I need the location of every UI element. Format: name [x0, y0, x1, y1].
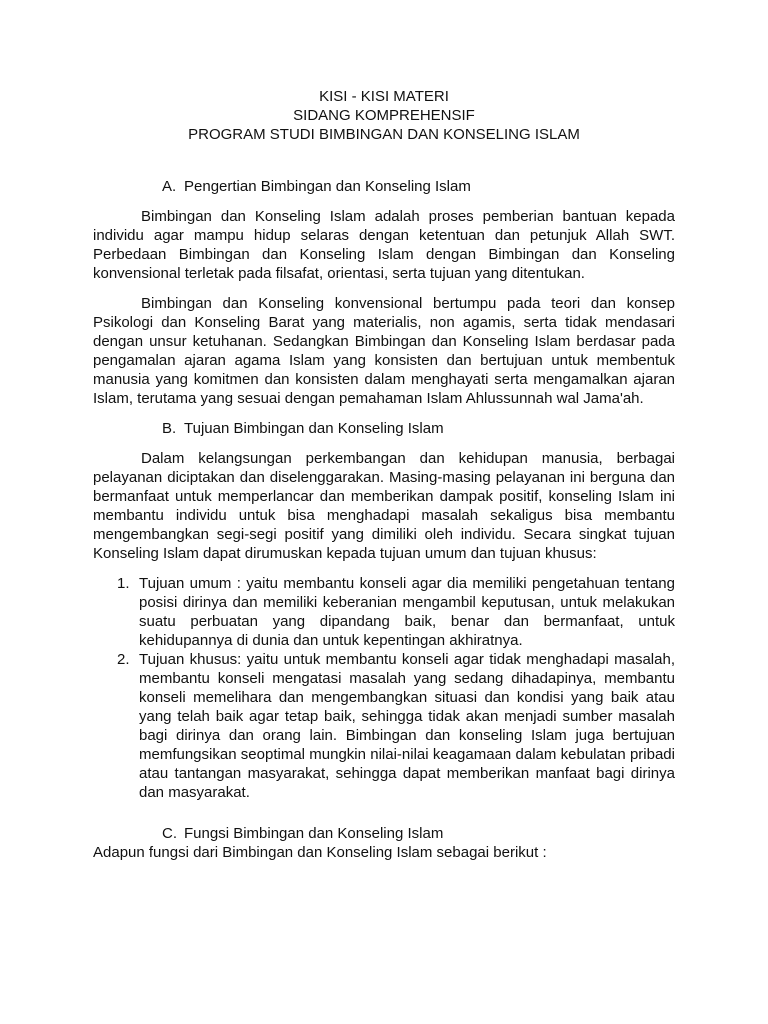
section-b-letter: B. [162, 420, 177, 437]
section-c-intro: Adapun fungsi dari Bimbingan dan Konseling Islam sebagai berikut : [93, 844, 547, 861]
section-a-paragraph-1: Bimbingan dan Konseling Islam adalah proses pemberian bantuan kepada individu agar mampu hidup selaras dengan ketentuan dan petunjuk Allah SWT. Perbedaan Bimbingan dan Konseling Islam dengan Bimbingan dan Konseling konvensional terletak pada filsafat, orientasi, serta tujuan yang ditentukan. [93, 208, 675, 282]
section-c-title: Fungsi Bimbingan dan Konseling Islam [184, 825, 444, 842]
section-b-heading [93, 419, 675, 438]
section-a-paragraph-2: Bimbingan dan Konseling konvensional bertumpu pada teori dan konsep Psikologi dan Konseling Barat yang materialis, non agamis, serta tidak mendasari dengan unsur ketuhanan. Sedangkan Bimbingan dan Konseling Islam berdasar pada pengamalan ajaran agama Islam yang konsisten dan bertujuan untuk membentuk manusia yang komitmen dan konsisten dalam menghayati serta mengamalkan ajaran Islam, terutama yang sesuai dengan pemahaman Islam Ahlussunnah wal Jama'ah. [93, 295, 675, 407]
title-line-2: SIDANG KOMPREHENSIF [293, 107, 475, 124]
section-c-heading [93, 824, 675, 843]
document-title [0, 87, 768, 144]
section-c-letter: C. [162, 825, 177, 842]
list-item [93, 650, 675, 802]
list-item-number: 2. [117, 651, 130, 668]
section-a-heading [93, 177, 675, 196]
list-item [93, 574, 675, 650]
list-item-number: 1. [117, 575, 130, 592]
section-b-paragraph: Dalam kelangsungan perkembangan dan kehidupan manusia, berbagai pelayanan diciptakan dan diselenggarakan. Masing-masing pelayanan ini berguna dan bermanfaat untuk memperlancar dan memberikan dampak positif, konseling Islam ini membantu individu untuk bisa menghadapi masalah sekaligus bisa membantu mengembangkan segi-segi positif yang dimiliki oleh individu. Secara singkat tujuan Konseling Islam dapat dirumuskan kepada tujuan umum dan tujuan khusus: [93, 450, 675, 562]
section-a-letter: A. [162, 178, 177, 195]
list-item-text: Tujuan khusus: yaitu untuk membantu konseli agar tidak menghadapi masalah, membantu konseli mengatasi masalah yang sedang dihadapinya, membantu konseli memelihara dan mengembangkan situasi dan kondisi yang baik atau yang telah baik agar tetap baik, sehingga tidak akan menjadi sumber masalah bagi dirinya dan orang lain. Bimbingan dan konseling Islam juga bertujuan memfungsikan seoptimal mungkin nilai-nilai keagamaan dalam kebulatan pribadi atau tantangan masyarakat, sehingga dapat memberikan manfaat bagi dirinya dan masyarakat. [139, 651, 675, 801]
title-line-3: PROGRAM STUDI BIMBINGAN DAN KONSELING ISLAM [188, 126, 580, 143]
list-item-text: Tujuan umum : yaitu membantu konseli agar dia memiliki pengetahuan tentang posisi dirinya dan memiliki keberanian mengambil keputusan, untuk melakukan suatu perbuatan yang dipandang baik, benar dan bermanfaat, untuk kehidupannya di dunia dan untuk kepentingan akhiratnya. [139, 575, 675, 649]
title-line-1: KISI - KISI MATERI [319, 88, 449, 105]
section-b-title: Tujuan Bimbingan dan Konseling Islam [184, 420, 444, 437]
tujuan-list [93, 574, 675, 802]
document-body [93, 177, 675, 862]
section-a-title: Pengertian Bimbingan dan Konseling Islam [184, 178, 471, 195]
